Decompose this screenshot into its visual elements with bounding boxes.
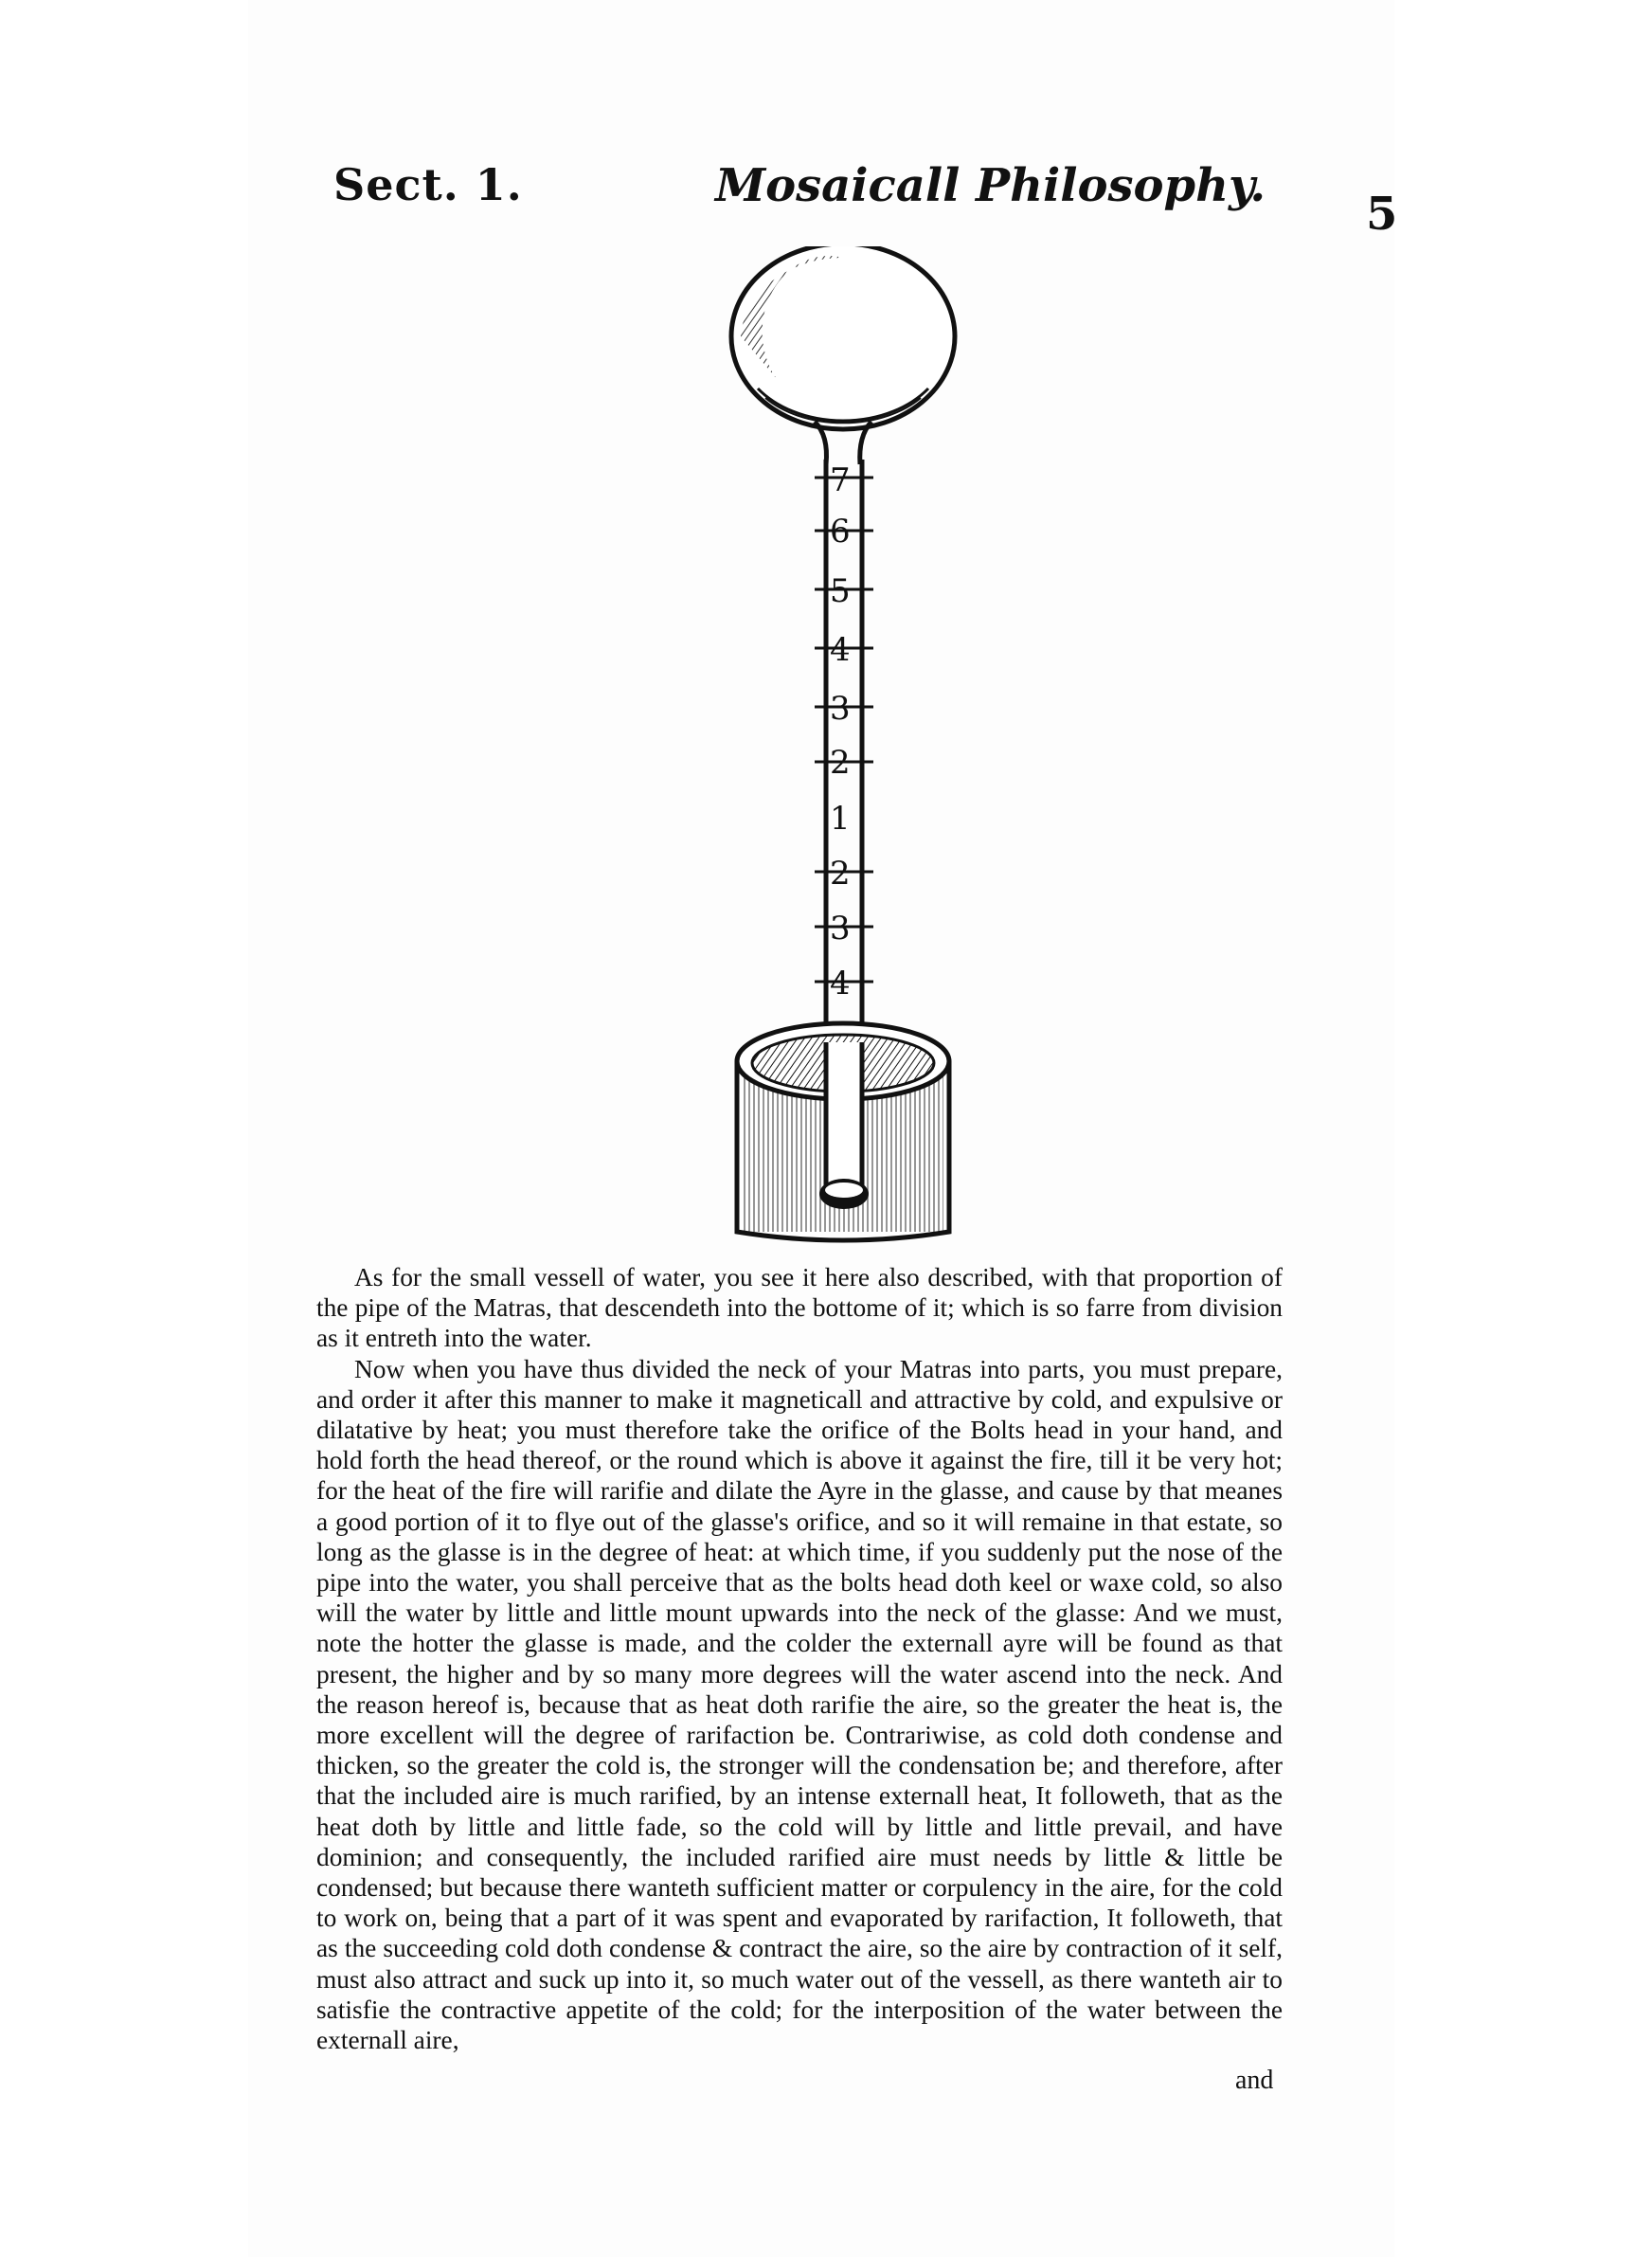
catchword: and bbox=[1235, 2066, 1274, 2095]
page-number: 5 bbox=[1366, 188, 1398, 241]
paragraph-vessell: As for the small vessell of water, you see it here also described, with that proportion of the pipe of the Matras, that descendeth into the bottome of it; which is so farre from division as it entreth into the water. bbox=[316, 1263, 1283, 1353]
running-head bbox=[0, 159, 1652, 241]
scale-label-top-3: 3 bbox=[830, 690, 851, 728]
thermometer-figure bbox=[720, 246, 966, 1251]
glass-bulb bbox=[731, 246, 955, 464]
page-title: Mosaicall Philosophy. bbox=[715, 159, 1266, 212]
scale-label-top-4: 4 bbox=[830, 631, 851, 669]
scale-label-bottom-3: 3 bbox=[830, 910, 851, 948]
scale-label-top-5: 5 bbox=[830, 572, 851, 610]
scale-label-top-2: 2 bbox=[830, 744, 851, 782]
scale-label-1: 1 bbox=[830, 800, 851, 838]
thermometer-illustration bbox=[720, 246, 966, 1251]
scale-label-top-7: 7 bbox=[830, 461, 851, 499]
scale-label-bottom-4: 4 bbox=[830, 965, 851, 1002]
scale-label-top-6: 6 bbox=[830, 513, 851, 551]
paragraph-matras: Now when you have thus divided the neck of your Matras into parts, you must prepare, and order it after this manner to make it magneticall and attractive by cold, and expulsive or dilatative by heat; you must therefore take the orifice of the Bolts head in your hand, and hold forth the head thereof, or the round which is above it against the fire, till it be very hot; for the heat of the fire will rarifie and dilate the Ayre in the glasse, and cause by that meanes a good portion of it to flye out of the glasse's orifice, and so it will remaine in that estate, so long as the glasse is in the degree of heat: at which time, if you suddenly put the nose of the pipe into the water, you shall perceive that as the bolts head doth keel or waxe cold, so also will the water by little and little mount upwards into the neck of the glasse: And we must, note the hotter the glasse is made, and the colder the externall ayre will be found as that present, the higher and by so many more degrees will the water ascend into the neck. And the reason hereof is, because that as heat doth rarifie the aire, so the greater the heat is, the more excellent will the degree of rarifaction be. Contrariwise, as cold doth condense and thicken, so the greater the cold is, the stronger will the condensation be; and therefore, after that the included aire is much rarified, by an intense externall heat, It followeth, that as the heat doth by little and little fade, so the cold will by little and little prevail, and have dominion; and consequently, the included rarified aire must needs by little & little be condensed; but because there wanteth sufficient matter or corpulency in the aire, for the cold to work on, being that a part of it was spent and evaporated by rarifaction, It followeth, that as the succeeding cold doth condense & contract the aire, so the aire by contraction of it self, must also attract and suck up into it, so much water out of the vessell, as there wanteth air to satisfie the contractive appetite of the cold; for the interposition of the water between the externall aire, bbox=[316, 1354, 1283, 2055]
section-marker: Sect. 1. bbox=[333, 159, 523, 210]
scale-label-bottom-2: 2 bbox=[830, 855, 851, 893]
body-text bbox=[316, 1262, 1283, 2055]
water-vessel bbox=[737, 1023, 949, 1240]
